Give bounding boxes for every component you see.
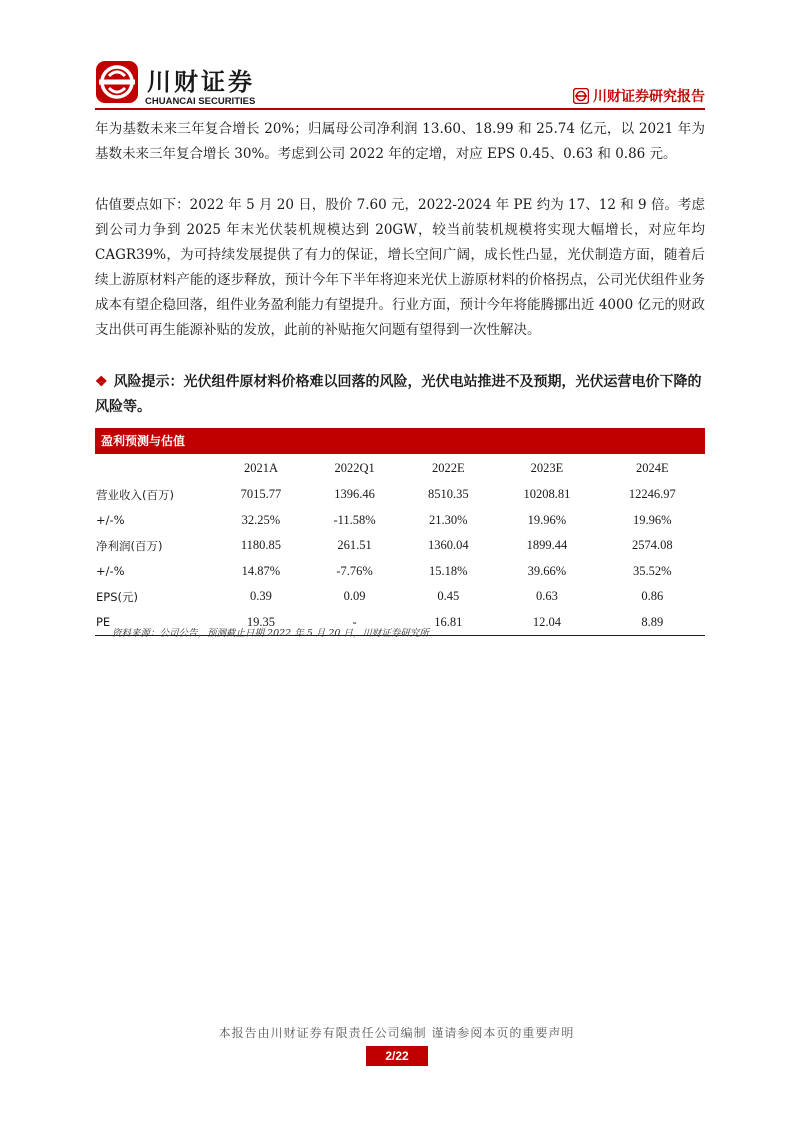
table-row	[95, 533, 705, 559]
table-cell: 21.30%	[428, 512, 468, 527]
table-title: 盈利预测与估值	[95, 428, 705, 454]
table-cell: -7.76%	[336, 563, 373, 578]
table-header-cell: 2024E	[635, 460, 669, 475]
logo-company-name-en: CHUANCAI SECURITIES	[145, 96, 256, 107]
forecast-paragraph: 年为基数未来三年复合增长 20%；归属母公司净利润 13.60、18.99 和 25.74 亿元，以 2021 年为基数未来三年复合增长 30%。考虑到公司 2022 年的定增，对应 EPS 0.45、0.63 和 0.86 元。	[95, 121, 705, 162]
table-cell: 32.25%	[241, 512, 281, 527]
table-cell: 14.87%	[241, 563, 281, 578]
table-cell: 7015.77	[240, 487, 282, 502]
diamond-icon: ❖	[95, 374, 108, 390]
table-header-cell: 2021A	[243, 460, 278, 475]
table-cell: 0.45	[437, 589, 460, 604]
table-cell: 39.66%	[527, 563, 567, 578]
table-cell: 1360.04	[427, 538, 469, 553]
row-label: +/-%	[96, 564, 125, 579]
table-cell: 1180.85	[240, 538, 282, 553]
table-cell: 8510.35	[427, 487, 469, 502]
table-cell: 1396.46	[334, 487, 375, 502]
table-cell: 15.18%	[428, 563, 468, 578]
row-label: PE	[95, 610, 215, 636]
table-cell: 12246.97	[628, 487, 676, 502]
table-header-cell: 2022Q1	[334, 460, 375, 475]
risk-text: 风险提示：光伏组件原材料价格难以回落的风险，光伏电站推进不及预期，光伏运营电价下降的风险等。	[95, 374, 702, 415]
risk-warning	[95, 370, 705, 420]
valuation-paragraph: 估值要点如下：2022 年 5 月 20 日，股价 7.60 元，2022-2024 年 PE 约为 17、12 和 9 倍。考虑到公司力争到 2025 年末光伏装机规模达到 20GW，较当前装机规模将实现大幅增长，对应年均 CAGR39%，为可持续发展提供了有力的保证，增长空间广阔，成长性凸显，光伏制造方面，随着后续上游原材料产能的逐步释放，预计今年下半年将迎来光伏上游原材料的价格拐点，公司光伏组件业务成本有望企稳回落，组件业务盈利能力有望提升。行业方面，预计今年将能腾挪出近 4000 亿元的财政支出供可再生能源补贴的发放，此前的补贴拖欠问题有望得到一次性解决。	[95, 197, 705, 338]
table-header-cell	[95, 454, 215, 482]
row-label: EPS(元)	[96, 589, 138, 604]
row-label: +/-%	[96, 513, 125, 528]
table-cell: 10208.81	[523, 487, 571, 502]
table-cell: -11.58%	[333, 512, 376, 527]
table-cell: 19.96%	[527, 512, 567, 527]
page-number: 2/22	[366, 1046, 428, 1066]
table-cell: 19.96%	[633, 512, 672, 527]
row-label: 净利润(百万)	[96, 538, 163, 553]
table-row	[95, 584, 705, 610]
table-source-note: 资料来源：公司公告，预测截止日期 2022 年 5 月 20 日，川财证券研究所	[112, 628, 429, 639]
footer-disclaimer: 本报告由川财证券有限责任公司编制 谨请参阅本页的重要声明	[218, 1026, 575, 1040]
table-cell: -	[307, 610, 402, 636]
report-logo-icon	[573, 88, 589, 104]
table-row	[95, 482, 705, 508]
report-type-tag	[573, 86, 705, 106]
page-header	[95, 60, 705, 110]
table-header-cell: 2023E	[530, 460, 564, 475]
report-tag-label: 川财证券研究报告	[593, 89, 705, 105]
table-cell: 261.51	[337, 538, 372, 553]
table-cell: 8.89	[600, 610, 705, 636]
table-cell: 19.35	[215, 610, 307, 636]
table-cell: 12.04	[494, 610, 599, 636]
header-divider	[95, 108, 705, 110]
table-cell: 2574.08	[631, 538, 673, 553]
table-cell: 0.09	[343, 589, 366, 604]
forecast-table	[95, 454, 705, 636]
row-label: 营业收入(百万)	[96, 487, 174, 502]
forecast-table-section	[95, 428, 705, 636]
table-header-row	[95, 454, 705, 482]
table-cell: 0.86	[641, 589, 664, 604]
table-cell: 1899.44	[526, 538, 568, 553]
table-row	[95, 508, 705, 534]
table-cell: 16.81	[402, 610, 494, 636]
table-cell: 0.63	[535, 589, 558, 604]
table-cell: 0.39	[250, 589, 272, 604]
table-row	[95, 559, 705, 585]
table-header-cell: 2022E	[431, 460, 465, 475]
chuancai-logo-icon	[95, 60, 139, 104]
logo-company-name: 川财证券	[147, 68, 255, 96]
table-cell: 35.52%	[633, 563, 672, 578]
